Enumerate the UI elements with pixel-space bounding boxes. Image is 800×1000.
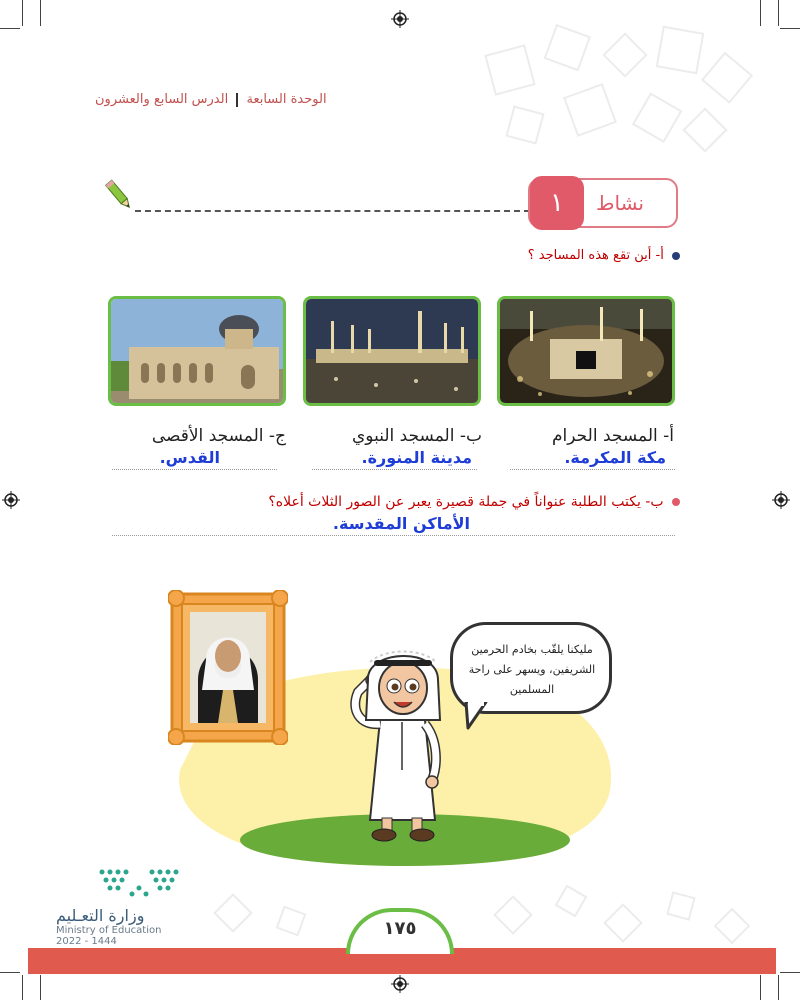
mosque-label-haram: أ- المسجد الحرام (552, 426, 674, 446)
mosque-label-nabawi: ب- المسجد النبوي (352, 426, 482, 446)
decorative-pattern (200, 880, 760, 950)
crop-mark (760, 975, 761, 1000)
question-a-text: أين تقع هذه المساجد ؟ (527, 248, 652, 263)
mosque-photo-haram (497, 296, 675, 406)
mosque-answer-haram: مكة المكرمة. (564, 448, 666, 467)
question-b-answer: الأماكن المقدسة. (332, 514, 470, 533)
header-divider (236, 93, 238, 107)
mosque-photo-aqsa (108, 296, 286, 406)
crop-mark (780, 972, 800, 973)
speech-bubble-tail (464, 702, 490, 730)
lesson-header (95, 92, 345, 107)
question-a-prefix: أ- (655, 248, 664, 263)
mosque-photo-nabawi (303, 296, 481, 406)
question-b (268, 494, 680, 510)
bullet-icon (672, 252, 680, 260)
bullet-icon (672, 498, 680, 506)
dashed-line (135, 210, 530, 212)
king-portrait-frame (168, 590, 288, 745)
crop-mark (40, 0, 41, 26)
page-number: ١٧٥ (383, 918, 417, 939)
crop-mark (22, 975, 23, 1000)
lesson-title: الدرس السابع والعشرون (95, 92, 229, 107)
crop-mark (778, 975, 779, 1000)
activity-number: ١ (530, 176, 584, 230)
crop-mark (0, 28, 20, 29)
answer-line (112, 468, 277, 470)
answer-line (312, 468, 477, 470)
crop-mark (40, 975, 41, 1000)
crop-mark (0, 972, 20, 973)
speech-line: الشريفين، ويسهر على راحة (468, 663, 596, 676)
question-a (528, 248, 680, 263)
activity-label: نشاط (596, 191, 644, 215)
ministry-block (56, 868, 186, 947)
speech-bubble-text (462, 640, 602, 700)
ministry-year: 2022 - 1444 (56, 936, 117, 947)
speech-line: المسلمين (509, 683, 555, 696)
answer-line (510, 468, 675, 470)
mosque-label-aqsa: ج- المسجد الأقصى (151, 426, 286, 446)
crop-mark (778, 0, 779, 26)
mosque-answer-nabawi: مدينة المنورة. (361, 448, 472, 467)
crop-mark (22, 0, 23, 26)
speech-line: مليكنا يلقّب بخادم الحرمين (471, 643, 593, 656)
crop-mark (780, 28, 800, 29)
mosque-answer-aqsa: القدس. (159, 448, 220, 467)
question-b-text: يكتب الطلبة عنواناً في جملة قصيرة يعبر عن الصور الثلاث أعلاه؟ (268, 494, 641, 510)
ministry-name-arabic: وزارة التعـليم (56, 906, 145, 925)
question-b-prefix: ب- (645, 494, 664, 510)
registration-mark-icon (391, 10, 409, 28)
decorative-pattern (470, 20, 770, 170)
unit-title: الوحدة السابعة (246, 92, 327, 107)
registration-mark-icon (391, 975, 409, 993)
registration-mark-icon (772, 491, 790, 509)
registration-mark-icon (2, 491, 20, 509)
pencil-icon (104, 177, 134, 213)
answer-line (112, 534, 675, 536)
ministry-name-english: Ministry of Education (56, 925, 162, 936)
